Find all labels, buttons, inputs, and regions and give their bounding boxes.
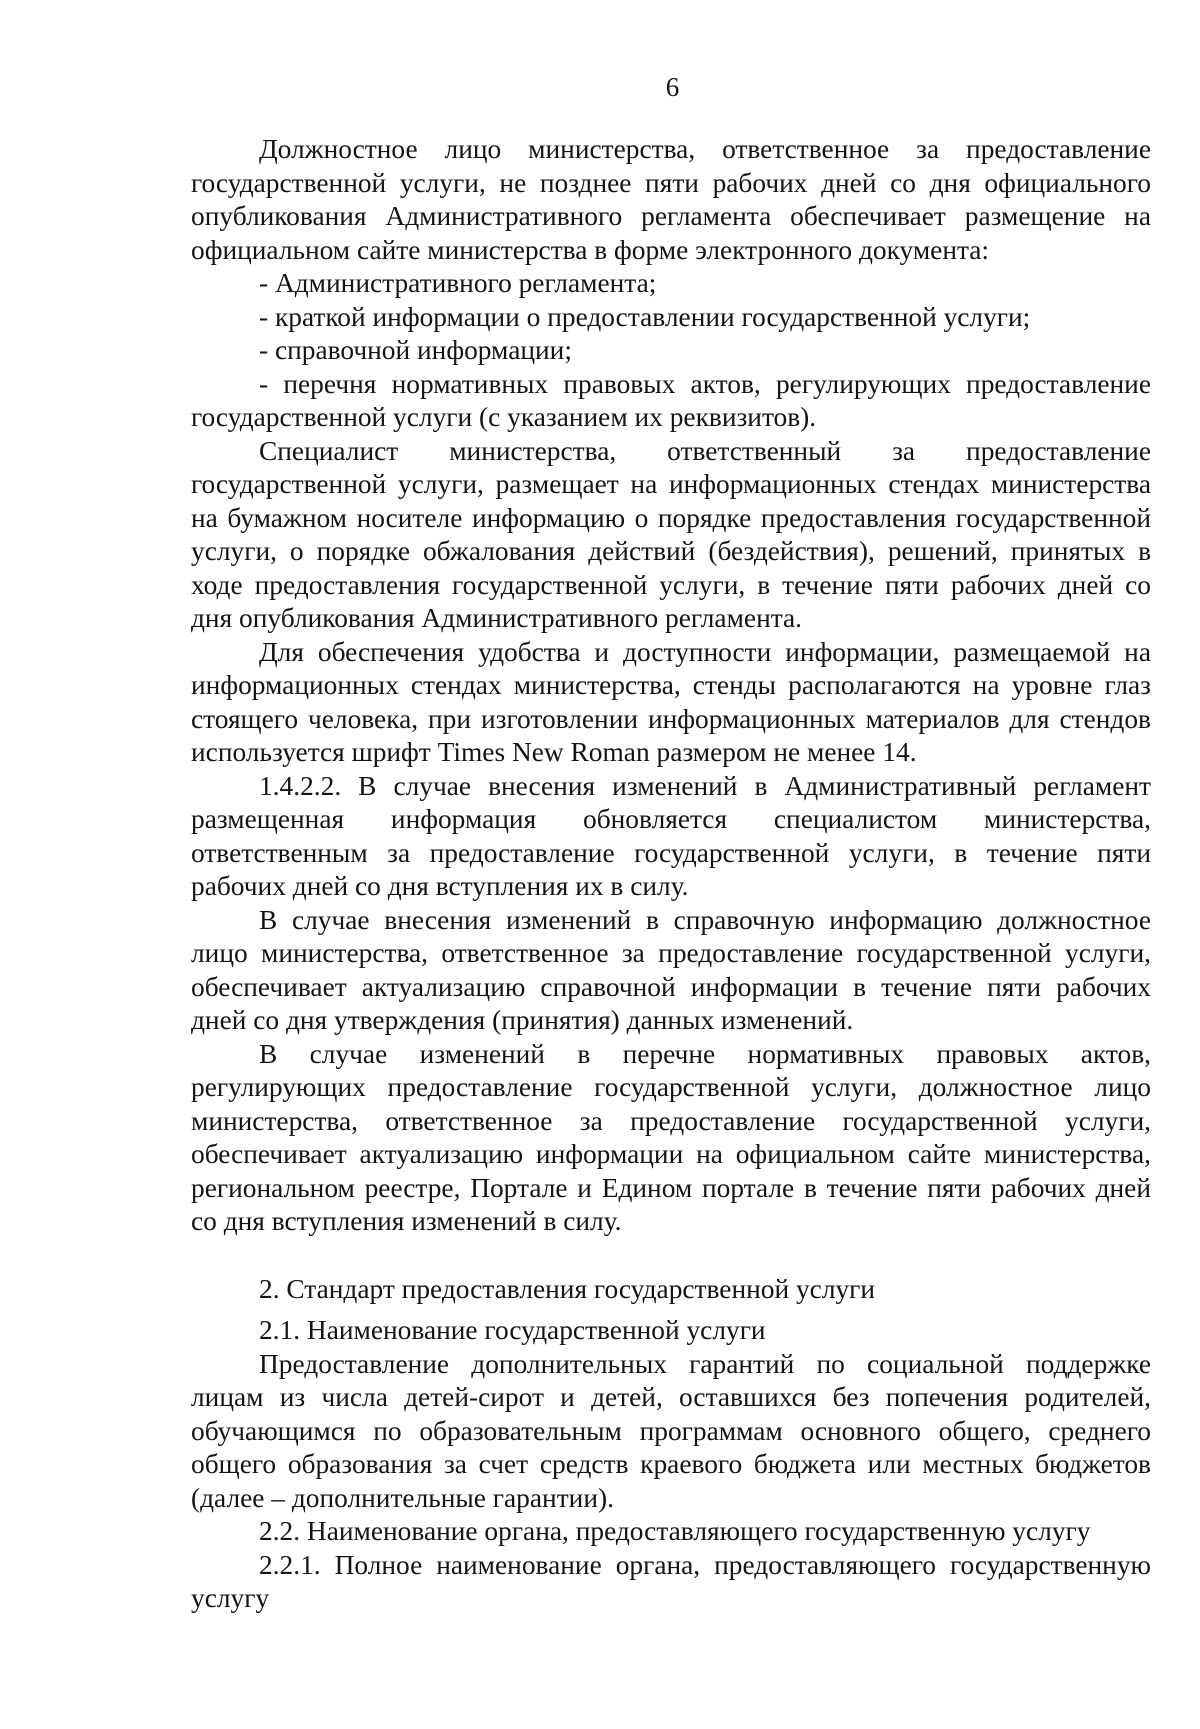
list-item-brief-info: - краткой информации о предоставлении государственной услуги; — [259, 301, 1031, 332]
document-body — [191, 133, 1151, 1616]
paragraph-stands-accessibility: Для обеспечения удобства и доступности информации, размещаемой на информационных стендах министерства, стенды располагаются на уровне глаз стоящего человека, при изготовлении информационных материалов для стендов используется шрифт Times New Roman размером не менее 14. — [191, 636, 1151, 767]
section-heading: 2. Стандарт предоставления государственной услуги — [259, 1273, 876, 1304]
paragraph-legal-acts-changes: В случае изменений в перечне нормативных правовых актов, регулирующих предоставление государственной услуги, должностное лицо министерства, ответственное за предоставление государственной услуги, обеспечивает актуализацию информации на официальном сайте министерства, региональном реестре, Портале и Едином портале в течение пяти рабочих дней со дня вступления изменений в силу. — [191, 1038, 1151, 1236]
subsection-2-2-1-text: 2.2.1. Полное наименование органа, предоставляющего государственную услугу — [191, 1549, 1151, 1613]
paragraph-responsible-official: Должностное лицо министерства, ответственное за предоставление государственной услуги, не позднее пяти рабочих дней со дня официального опубликования Административного регламента обеспечивает размещение на официальном сайте министерства в форме электронного документа: — [191, 134, 1151, 265]
paragraph-reference-changes: В случае внесения изменений в справочную информацию должностное лицо министерства, ответственное за предоставление государственной услуги, обеспечивает актуализацию справочной информации в течение пяти рабочих дней со дня утверждения (принятия) данных изменений. — [191, 904, 1151, 1035]
paragraph-specialist-stands: Специалист министерства, ответственный за предоставление государственной услуги, размещает на информационных стендах министерства на бумажном носителе информацию о порядке предоставления государственной услуги, о порядке обжалования действий (бездействия), решений, принятых в ходе предоставления государственной услуги, в течение пяти рабочих дней со дня опубликования Административного регламента. — [191, 435, 1151, 633]
subsection-2-1-text: Предоставление дополнительных гарантий по социальной поддержке лицам из числа детей-сирот и детей, оставшихся без попечения родителей, обучающимся по образовательным программам основного общего, среднего общего образования за счет средств краевого бюджета или местных бюджетов (далее – дополнительные гарантии). — [191, 1348, 1151, 1513]
heading-spacer — [191, 1306, 1151, 1314]
list-item-admin-regulation: - Административного регламента; — [259, 268, 657, 298]
section-spacer — [191, 1239, 1151, 1273]
page-number: 6 — [665, 72, 680, 102]
paragraph-1-4-2-2: 1.4.2.2. В случае внесения изменений в Административный регламент размещенная информация обновляется специалистом министерства, ответственным за предоставление государственной услуги, в течение пяти рабочих дней со дня вступления их в силу. — [191, 770, 1151, 901]
subsection-2-1-heading: 2.1. Наименование государственной услуги — [259, 1315, 766, 1345]
subsection-2-2-heading: 2.2. Наименование органа, предоставляющего государственную услугу — [259, 1516, 1091, 1546]
list-item-legal-acts: - перечня нормативных правовых актов, регулирующих предоставление государственной услуги (с указанием их реквизитов). — [191, 368, 1151, 432]
list-item-reference-info: - справочной информации; — [259, 335, 572, 365]
